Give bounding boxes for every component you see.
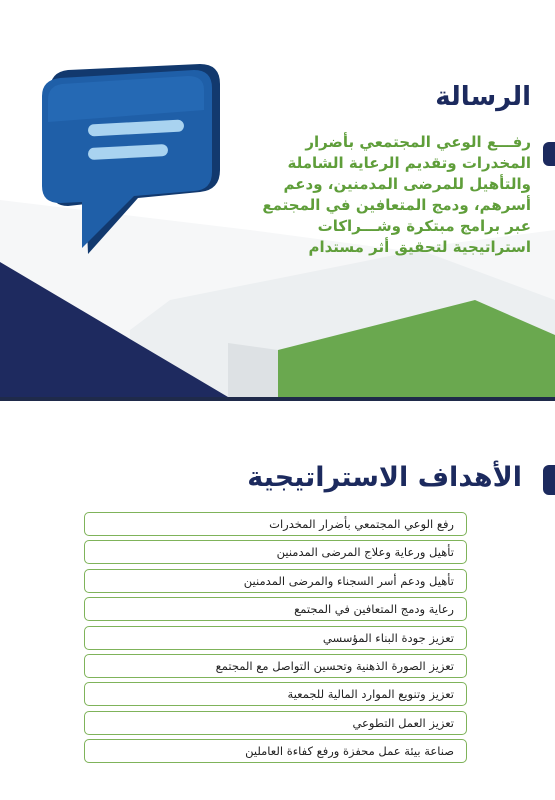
message-slide <box>0 0 555 397</box>
goal-item: رعاية ودمج المتعافين في المجتمع <box>84 597 467 621</box>
goal-item: رفع الوعي المجتمعي بأضرار المخدرات <box>84 512 467 536</box>
goal-item: تعزيز الصورة الذهنية وتحسين التواصل مع المجتمع <box>84 654 467 678</box>
goals-title: الأهداف الاستراتيجية <box>247 462 522 493</box>
goals-list <box>84 512 467 768</box>
message-title: الرسالة <box>435 82 531 112</box>
section-marker <box>543 142 555 166</box>
speech-bubble-icon <box>38 60 223 260</box>
goal-item: تعزيز جودة البناء المؤسسي <box>84 626 467 650</box>
goal-item: تعزيز وتنويع الموارد المالية للجمعية <box>84 682 467 706</box>
goal-item: تعزيز العمل التطوعي <box>84 711 467 735</box>
message-body: رفـــع الوعي المجتمعي بأضرار المخدرات وتقديم الرعاية الشاملة والتأهيل للمرضى المدمنين، ودعم أسرهم، ودمج المتعافين في المجتمع عبر برامج مبتكرة وشـــراكات استراتيجية لتحقيق أثر مستدام <box>262 133 531 256</box>
goal-item: تأهيل ودعم أسر السجناء والمرضى المدمنين <box>84 569 467 593</box>
section-marker <box>543 465 555 495</box>
goal-item: صناعة بيئة عمل محفزة ورفع كفاءة العاملين <box>84 739 467 763</box>
goal-item: تأهيل ورعاية وعلاج المرضى المدمنين <box>84 540 467 564</box>
goals-slide <box>0 401 555 800</box>
